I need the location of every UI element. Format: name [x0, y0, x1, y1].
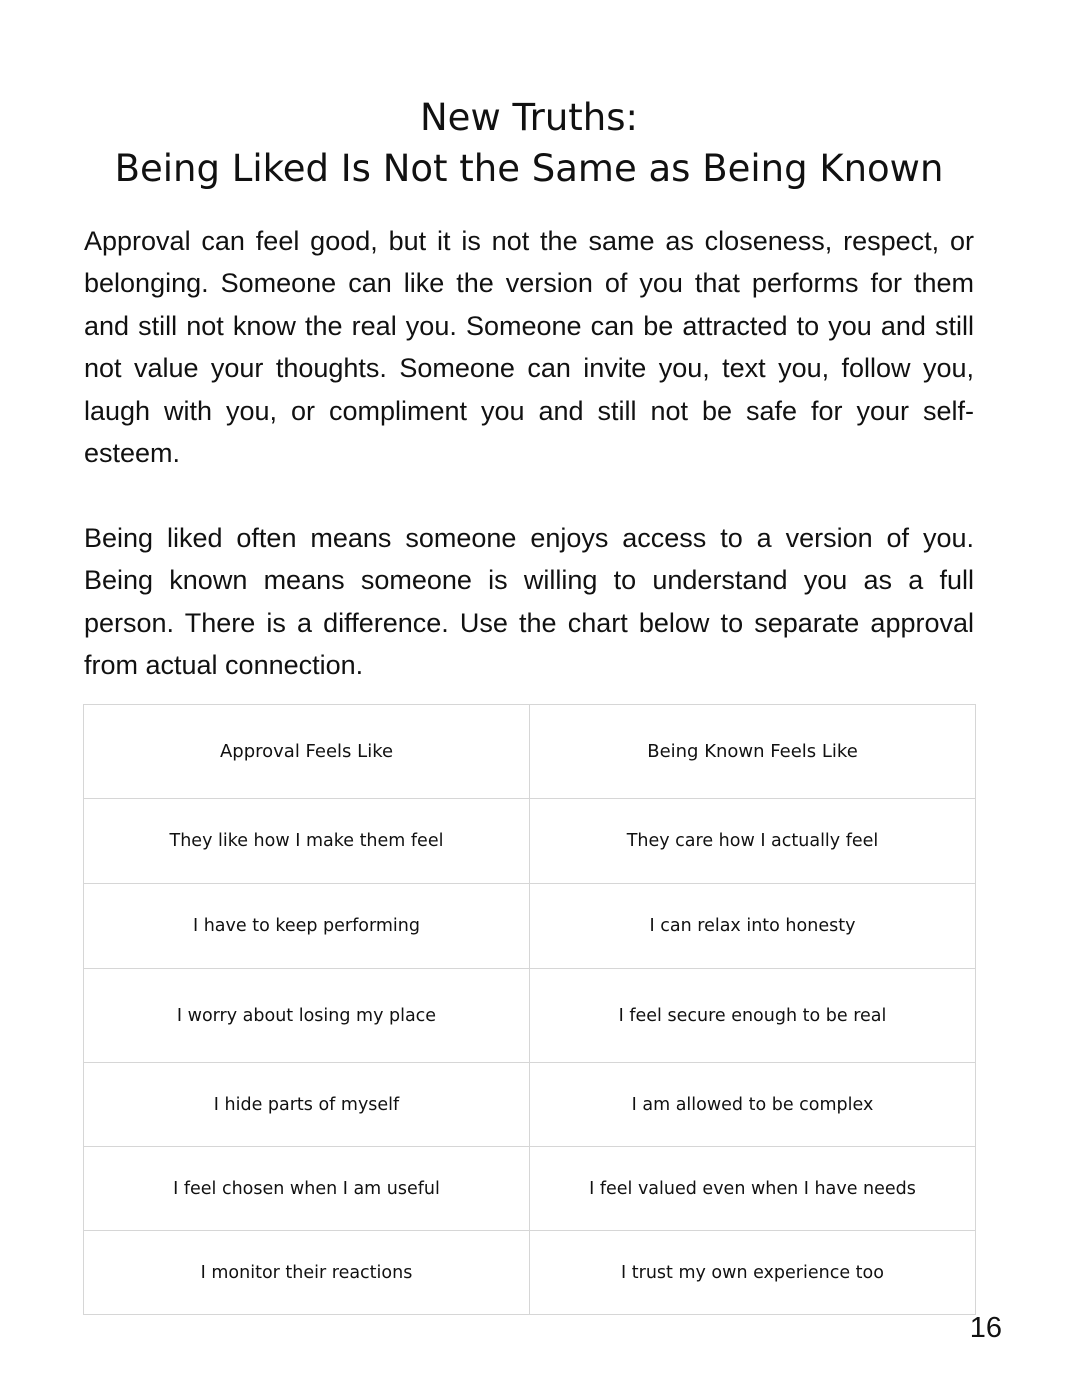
table-cell-being-known: They care how I actually feel [530, 799, 976, 884]
table-row [84, 1063, 976, 1147]
table-cell-being-known: I trust my own experience too [530, 1231, 976, 1315]
table-cell-approval: I hide parts of myself [84, 1063, 530, 1147]
body-paragraph-1: Approval can feel good, but it is not the same as closeness, respect, or belonging. Someone can like the version of you that performs for them and still not know the real you. Someone can be attracted to you and still not value your thoughts. Someone can invite you, text you, follow you, laugh with you, or compliment you and still not be safe for your self-esteem. [84, 226, 974, 469]
table-row [84, 1147, 976, 1231]
body-paragraph-2: Being liked often means someone enjoys access to a version of you. Being known means someone is willing to understand you as a full person. There is a difference. Use the chart below to separate approval from actual connection. [84, 523, 974, 681]
table-cell-being-known: I am allowed to be complex [530, 1063, 976, 1147]
table-cell-approval: I monitor their reactions [84, 1231, 530, 1315]
table-cell-being-known: I feel valued even when I have needs [530, 1147, 976, 1231]
table-cell-approval: I feel chosen when I am useful [84, 1147, 530, 1231]
title-line-2: Being Liked Is Not the Same as Being Known [114, 147, 944, 190]
header-approval: Approval Feels Like [84, 705, 530, 799]
comparison-table [83, 704, 976, 1315]
table-row [84, 1231, 976, 1315]
title-line-1: New Truths: [420, 96, 638, 139]
table-row [84, 969, 976, 1063]
table-cell-being-known: I feel secure enough to be real [530, 969, 976, 1063]
table-cell-approval: I have to keep performing [84, 884, 530, 969]
table-cell-approval: I worry about losing my place [84, 969, 530, 1063]
table-cell-being-known: I can relax into honesty [530, 884, 976, 969]
header-being-known: Being Known Feels Like [530, 705, 976, 799]
table-row [84, 799, 976, 884]
page-title [84, 92, 974, 194]
table-cell-approval: They like how I make them feel [84, 799, 530, 884]
table-header-row [84, 705, 976, 799]
table-row [84, 884, 976, 969]
page-number: 16 [969, 1312, 1002, 1344]
